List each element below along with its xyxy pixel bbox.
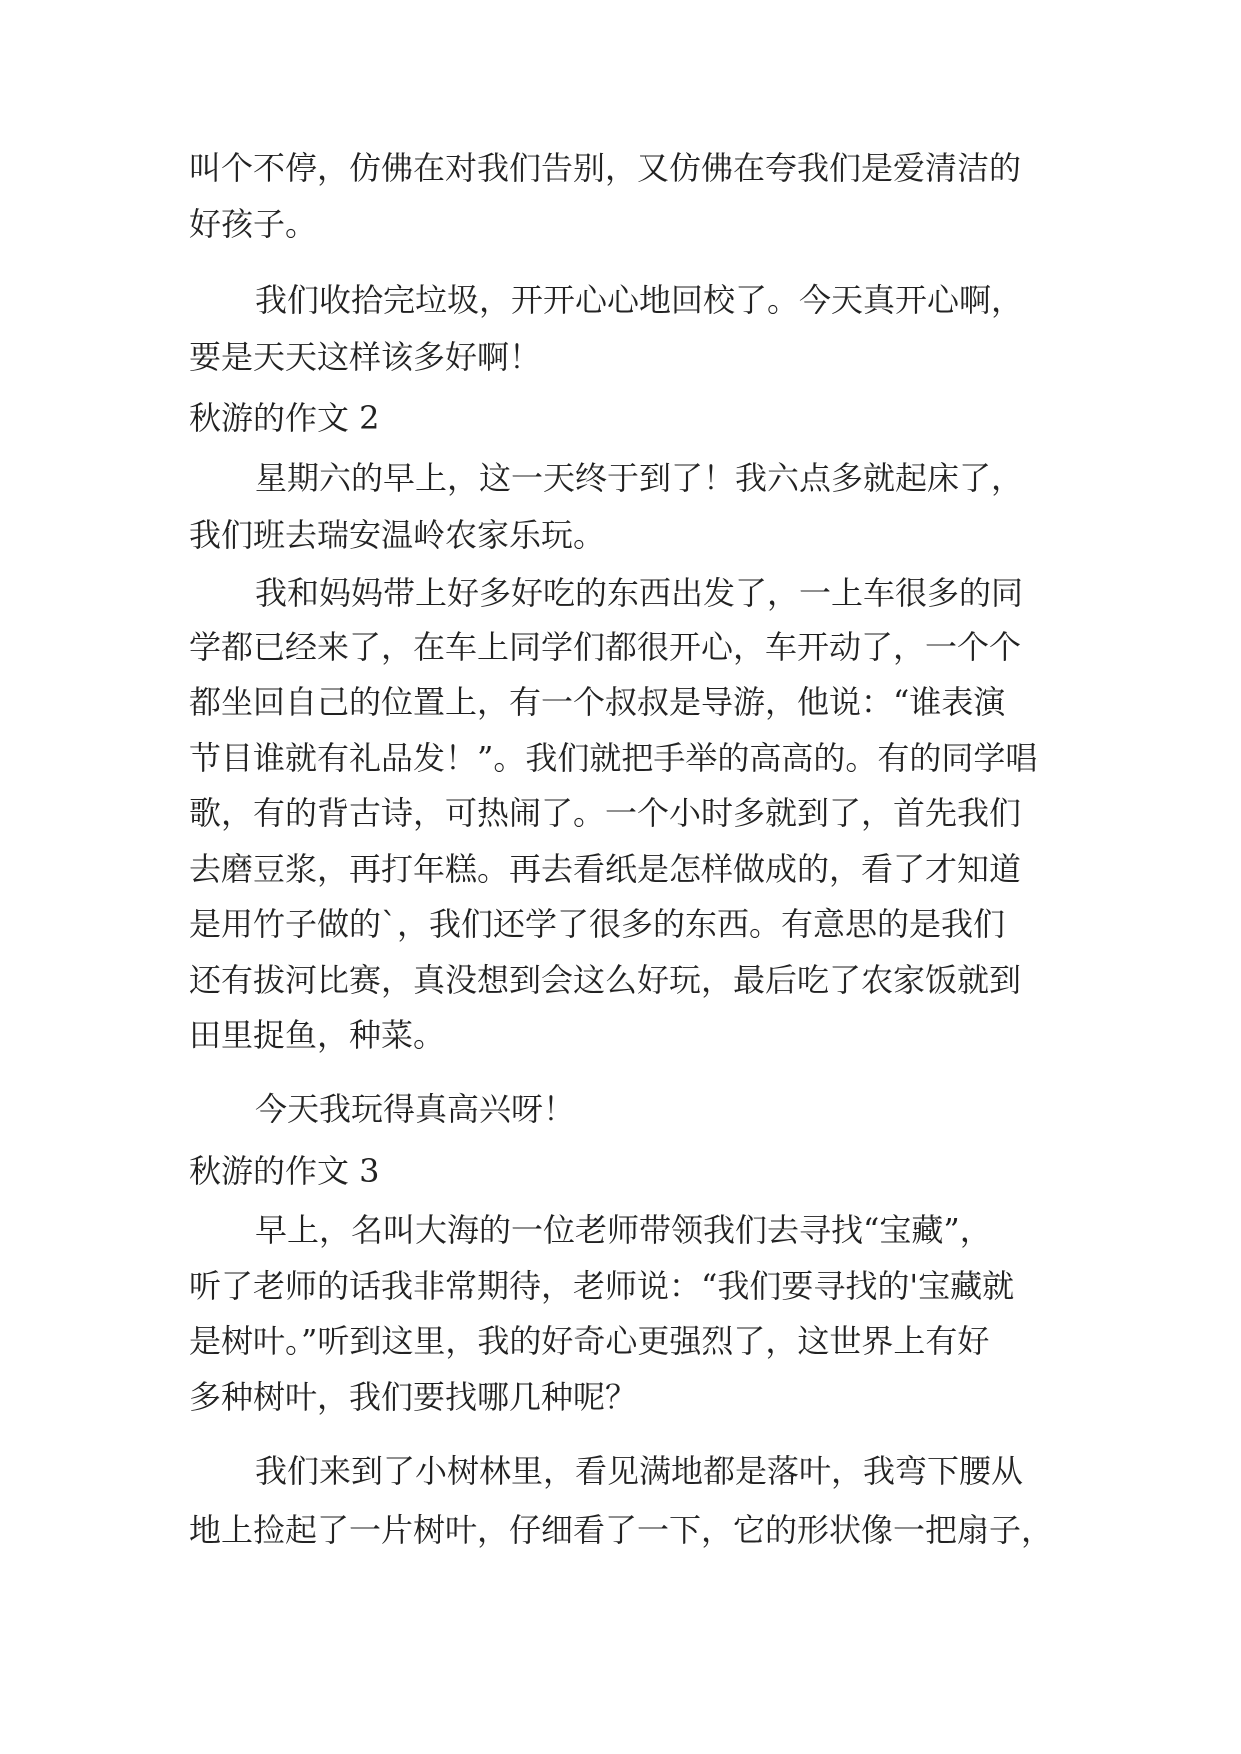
text-line: 多种树叶，我们要找哪几种呢？	[189, 1378, 638, 1416]
text-line: 地上捡起了一片树叶，仔细看了一下，它的形状像一把扇子，	[189, 1511, 1054, 1549]
text-line: 要是天天这样该多好啊！	[189, 338, 542, 376]
section-heading: 秋游的作文 2	[189, 399, 380, 437]
text-line: 早上，名叫大海的一位老师带领我们去寻找“宝藏”，	[255, 1211, 992, 1249]
text-line: 学都已经来了，在车上同学们都很开心，车开动了，一个个	[189, 628, 1022, 666]
text-line: 还有拔河比赛，真没想到会这么好玩，最后吃了农家饭就到	[189, 961, 1022, 999]
text-line: 去磨豆浆，再打年糕。再去看纸是怎样做成的，看了才知道	[189, 850, 1022, 888]
text-line: 我们收拾完垃圾，开开心心地回校了。今天真开心啊，	[255, 281, 1024, 319]
text-line: 好孩子。	[189, 205, 318, 243]
text-line: 田里捉鱼，种菜。	[189, 1016, 446, 1054]
text-line: 是用竹子做的`，我们还学了很多的东西。有意思的是我们	[189, 905, 1006, 943]
text-line: 都坐回自己的位置上，有一个叔叔是导游，他说：“谁表演	[189, 683, 1006, 721]
text-line: 星期六的早上，这一天终于到了！我六点多就起床了，	[255, 459, 1024, 497]
text-line: 今天我玩得真高兴呀！	[255, 1090, 576, 1128]
text-line: 是树叶。”听到这里，我的好奇心更强烈了，这世界上有好	[189, 1322, 990, 1360]
text-line: 我们来到了小树林里，看见满地都是落叶，我弯下腰从	[255, 1452, 1024, 1490]
text-line: 我们班去瑞安温岭农家乐玩。	[189, 516, 606, 554]
text-line: 我和妈妈带上好多好吃的东西出发了，一上车很多的同	[255, 574, 1024, 612]
text-line: 节目谁就有礼品发！”。我们就把手举的高高的。有的同学唱	[189, 739, 1038, 777]
section-heading: 秋游的作文 3	[189, 1152, 380, 1190]
text-line: 听了老师的话我非常期待，老师说：“我们要寻找的'宝藏就	[189, 1267, 1015, 1305]
text-line: 叫个不停，仿佛在对我们告别，又仿佛在夸我们是爱清洁的	[189, 149, 1022, 187]
text-line: 歌，有的背古诗，可热闹了。一个小时多就到了，首先我们	[189, 794, 1022, 832]
